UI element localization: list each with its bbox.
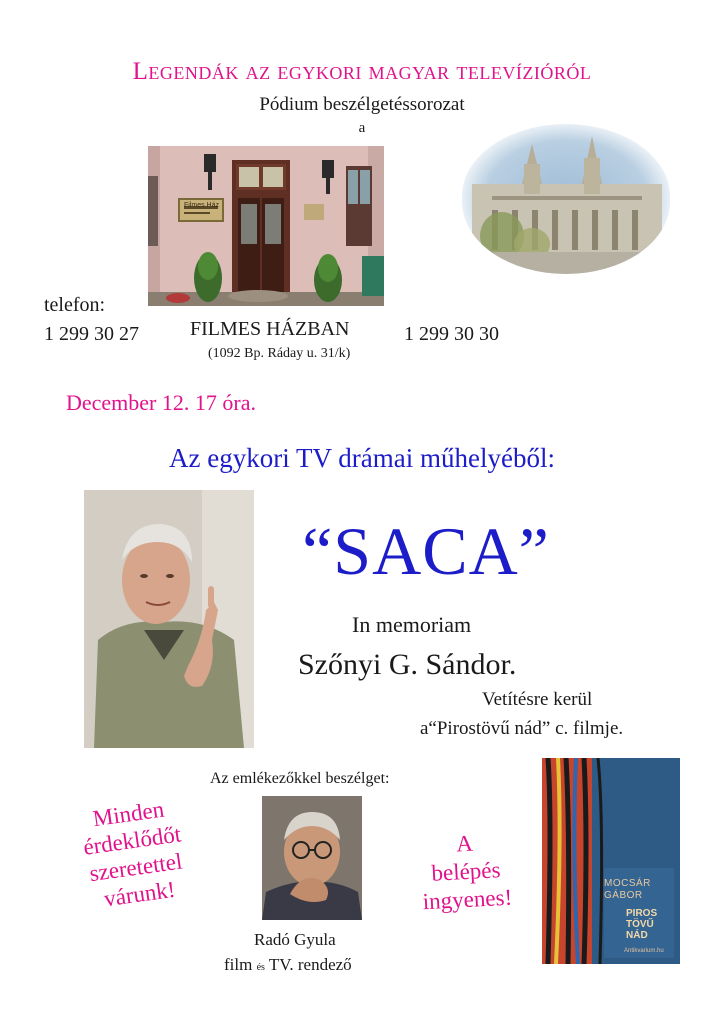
book-author-line: GÁBOR [604, 890, 643, 901]
building-sign-text: Filmes Ház [184, 202, 220, 209]
screening-line-2: a“Pirostövű nád” c. filmje. [420, 718, 624, 739]
subtitle-connector: a [358, 120, 366, 136]
book-title [626, 908, 657, 941]
honoree-name: Szőnyi G. Sándor. [298, 648, 517, 681]
in-memoriam-label: In memoriam [352, 612, 472, 637]
book-author-line: MOCSÁR [604, 878, 651, 889]
film-title: “SACA” [302, 513, 550, 589]
host-name: Radó Gyula [254, 930, 336, 949]
page-subtitle: Pódium beszélgetéssorozat [259, 94, 465, 115]
phone-number-left: 1 299 30 27 [44, 323, 139, 345]
phone-label: telefon: [44, 294, 106, 316]
welcome-callout [57, 791, 211, 917]
director-portrait-photo [84, 490, 254, 748]
host-intro: Az emlékezőkkel beszélget: [210, 770, 390, 787]
screening-line-1: Vetítésre kerül [482, 689, 593, 710]
phone-number-right: 1 299 30 30 [404, 323, 499, 345]
book-author [604, 878, 651, 902]
book-title-line: NÁD [626, 930, 648, 941]
host-portrait-illustration [262, 796, 362, 920]
host-role-part1: film [224, 955, 253, 974]
welcome-line: szeretettel [87, 848, 184, 887]
book-cover-image [542, 758, 680, 964]
event-date: December 12. 17 óra. [66, 390, 256, 415]
free-entry-line: A [455, 830, 474, 857]
venue-name: FILMES HÁZBAN [190, 318, 350, 340]
book-cover-illustration [542, 758, 680, 964]
host-role-part2: TV. rendező [268, 955, 352, 974]
parliament-illustration [462, 124, 670, 274]
welcome-line: Minden [91, 796, 166, 832]
book-title-line: TÖVŰ [626, 919, 654, 930]
book-watermark: Antikvarium.hu [624, 948, 664, 954]
section-heading: Az egykori TV drámai műhelyéből: [169, 443, 555, 473]
host-portrait-photo [262, 796, 362, 920]
venue-building-photo [148, 146, 384, 306]
page-title: Legendák az egykori magyar televízióról [132, 58, 592, 85]
welcome-line: érdeklődőt [81, 821, 183, 860]
director-portrait-illustration [84, 490, 254, 748]
welcome-line: várunk! [102, 876, 177, 912]
venue-address: (1092 Bp. Ráday u. 31/k) [208, 346, 351, 361]
free-entry-line: belépés [430, 857, 502, 886]
host-role-conjunction: és [256, 962, 265, 973]
free-entry-callout [404, 827, 528, 917]
free-entry-line: ingyenes! [422, 884, 513, 915]
host-role [224, 955, 352, 975]
parliament-photo [462, 124, 670, 274]
building-illustration [148, 146, 384, 306]
book-title-line: PIROS [626, 908, 658, 919]
